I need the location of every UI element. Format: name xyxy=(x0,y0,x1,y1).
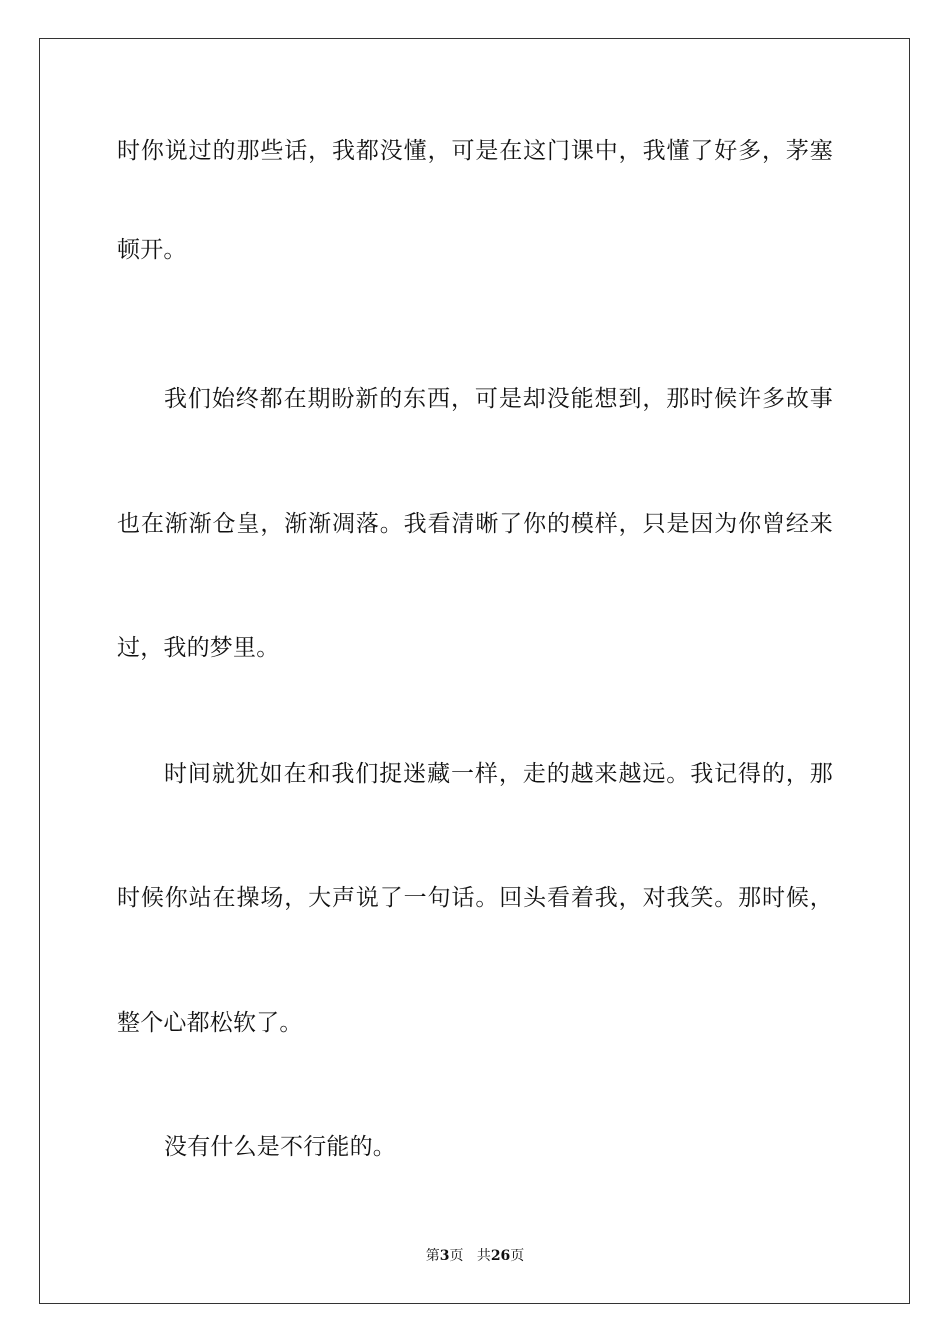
paragraph-line-3: 我们始终都在期盼新的东西，可是却没能想到，那时候许多故事 xyxy=(164,386,833,412)
page-border xyxy=(39,38,910,1304)
page-prefix: 第 xyxy=(425,1248,440,1264)
page-footer xyxy=(0,1246,950,1266)
page-current: 3 xyxy=(439,1248,450,1264)
paragraph-line-4: 也在渐渐仓皇，渐渐凋落。我看清晰了你的模样，只是因为你曾经来 xyxy=(117,511,833,537)
paragraph-line-5: 过，我的梦里。 xyxy=(117,635,280,661)
paragraph-line-1: 时你说过的那些话，我都没懂，可是在这门课中，我懂了好多，茅塞 xyxy=(117,138,833,164)
page-suffix: 页 xyxy=(449,1248,464,1264)
total-suffix: 页 xyxy=(510,1248,525,1264)
page-total: 26 xyxy=(490,1248,511,1264)
total-prefix: 共 xyxy=(476,1248,491,1264)
paragraph-line-6: 时间就犹如在和我们捉迷藏一样，走的越来越远。我记得的，那 xyxy=(164,761,833,787)
paragraph-line-2: 顿开。 xyxy=(117,237,187,263)
paragraph-line-7: 时候你站在操场，大声说了一句话。回头看着我，对我笑。那时候， xyxy=(117,885,833,911)
paragraph-line-9: 没有什么是不行能的。 xyxy=(164,1134,396,1160)
paragraph-line-8: 整个心都松软了。 xyxy=(117,1010,303,1036)
